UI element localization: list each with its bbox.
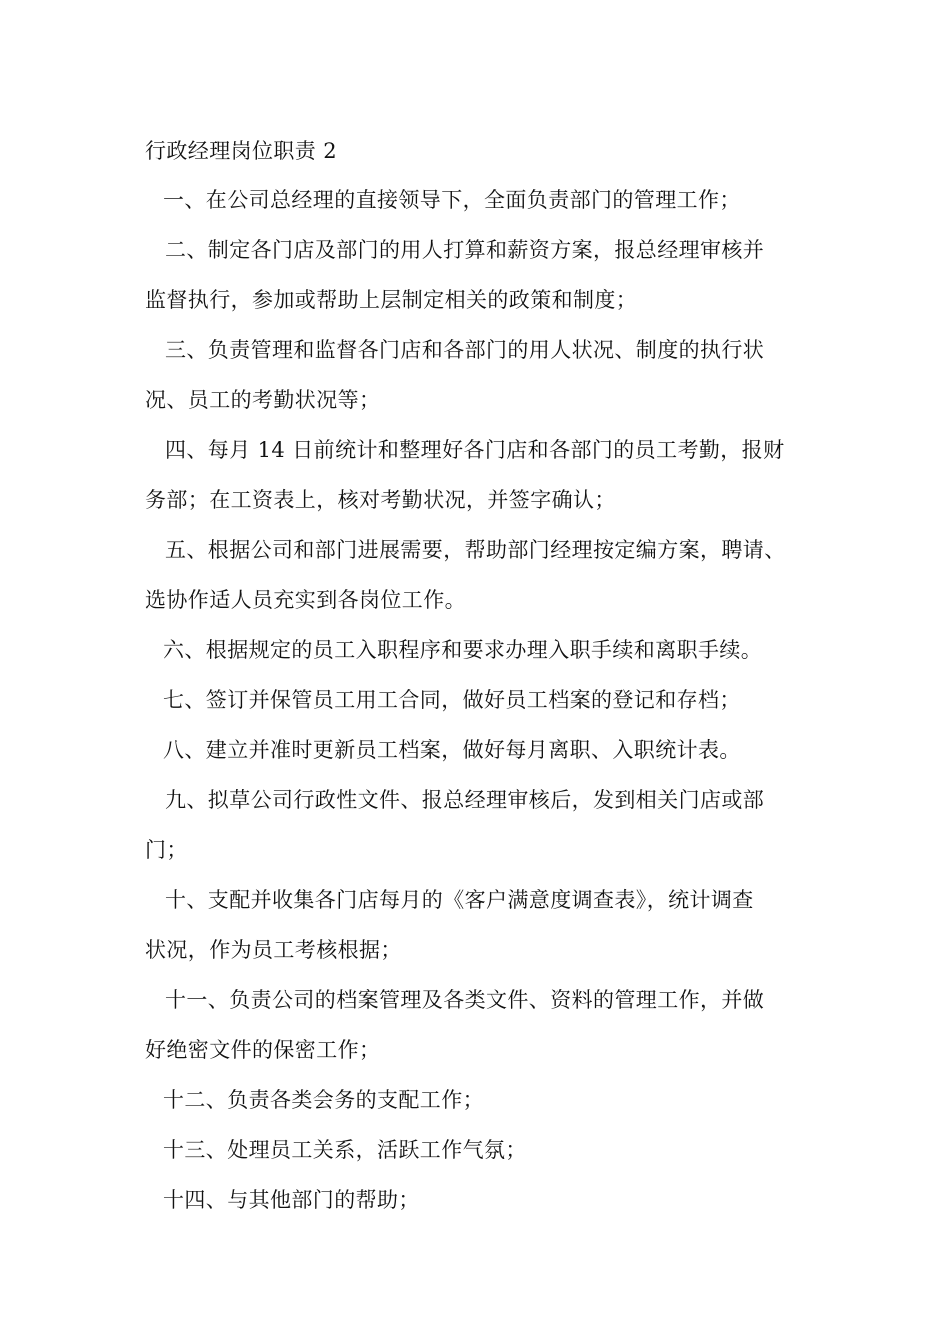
- text-line: 八、建立并准时更新员工档案，做好每月离职、入职统计表。: [163, 738, 741, 762]
- text-line: 好绝密文件的保密工作；: [145, 1038, 381, 1062]
- text-line: 三、负责管理和监督各门店和各部门的用人状况、制度的执行状: [165, 338, 765, 362]
- text-line: 一、在公司总经理的直接领导下，全面负责部门的管理工作；: [163, 188, 741, 212]
- text-line: 状况，作为员工考核根据；: [145, 938, 402, 962]
- text-line: 况、员工的考勤状况等；: [145, 388, 381, 412]
- text-line: 六、根据规定的员工入职程序和要求办理入职手续和离职手续。: [163, 638, 763, 662]
- document-title: 行政经理岗位职责 2: [145, 139, 338, 163]
- text-line: 七、签订并保管员工用工合同，做好员工档案的登记和存档；: [163, 688, 741, 712]
- text-line: 十二、负责各类会务的支配工作；: [163, 1088, 484, 1112]
- text-line: 十四、与其他部门的帮助；: [163, 1188, 420, 1212]
- text-line: 监督执行，参加或帮助上层制定相关的政策和制度；: [145, 288, 638, 312]
- text-line: 九、拟草公司行政性文件、报总经理审核后，发到相关门店或部: [165, 788, 765, 812]
- text-line: 十一、负责公司的档案管理及各类文件、资料的管理工作，并做: [165, 988, 765, 1012]
- text-line: 五、根据公司和部门进展需要，帮助部门经理按定编方案，聘请、: [165, 538, 786, 562]
- text-line: 务部；在工资表上，核对考勤状况，并签字确认；: [145, 488, 616, 512]
- text-line: 十三、处理员工关系，活跃工作气氛；: [163, 1138, 527, 1162]
- text-line: 十、支配并收集各门店每月的《客户满意度调查表》，统计调查: [165, 888, 754, 912]
- text-line: 选协作适人员充实到各岗位工作。: [145, 588, 466, 612]
- text-line: 二、制定各门店及部门的用人打算和薪资方案，报总经理审核并: [165, 238, 765, 262]
- text-line: 四、每月 14 日前统计和整理好各门店和各部门的员工考勤，报财: [165, 438, 785, 462]
- text-line: 门；: [145, 838, 188, 862]
